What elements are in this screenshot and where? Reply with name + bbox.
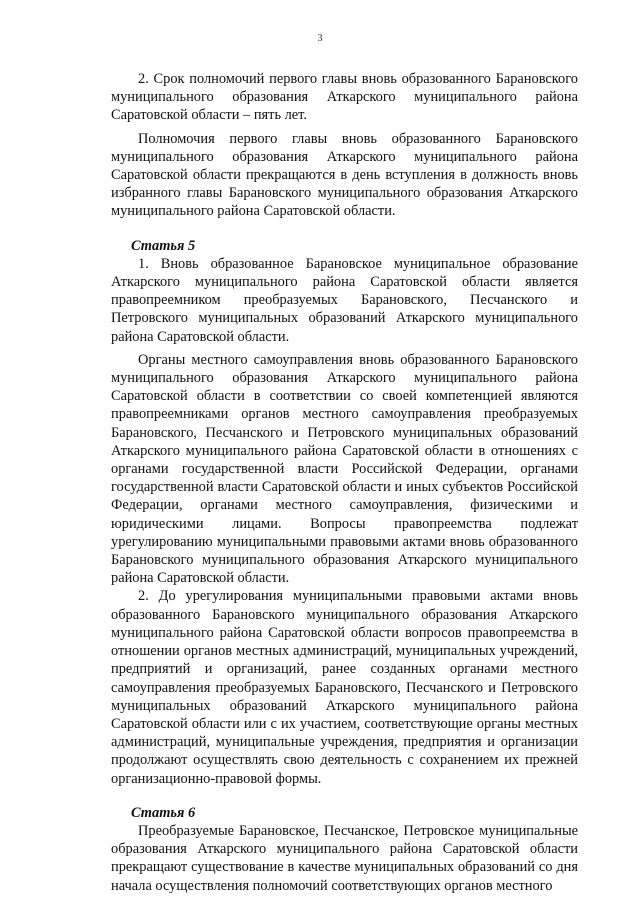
paragraph-term-of-office: 2. Срок полномочий первого главы вновь образованного Барановского муниципального образования Аткарского муниципального района Саратовской области – пять лет.	[111, 71, 578, 124]
paragraph-cease-existence: Преобразуемые Барановское, Песчанское, Петровское муниципальные образования Аткарского муниципального района Саратовской области прекращают существование в качестве муниципальных образований со дня начала осуществления полномочий соответствующих органов местного	[111, 822, 578, 894]
paragraph-powers-termination: Полномочия первого главы вновь образованного Барановского муниципального образования Аткарского муниципального района Саратовской области прекращаются в день вступления в должность вновь избранного главы Барановского муниципального образования Аткарского муниципального района Саратовской области.	[111, 130, 578, 220]
paragraph-legal-successor: 1. Вновь образованное Барановское муниципальное образование Аткарского муниципального района Саратовской области является правопреемником преобразуемых Барановского, Песчанского и Петровского муниципальных образований Аткарского муниципального района Саратовской области.	[111, 255, 578, 345]
heading-article-5: Статья 5	[131, 237, 196, 254]
heading-article-6: Статья 6	[131, 804, 196, 821]
page-number: 3	[317, 33, 323, 44]
paragraph-until-settlement: 2. До урегулирования муниципальными правовыми актами вновь образованного Барановского муниципального образования Аткарского муниципального района Саратовской области вопросов правопреемства в отношении органов местных администраций, муниципальных учреждений, предприятий и организаций, ранее созданных органами местного самоуправления преобразуемых Барановского, Песчанского и Петровского муниципальных образований Аткарского муниципального района Саратовской области или с их участием, соответствующие органы местных администраций, муниципальные учреждения, предприятия и организации продолжают осуществлять свою деятельность с сохранением их прежней организационно-правовой формы.	[111, 588, 578, 787]
paragraph-local-self-government-bodies: Органы местного самоуправления вновь образованного Барановского муниципального образования Аткарского муниципального района Саратовской области в соответствии со своей компетенцией являются правопреемниками органов местного самоуправления преобразуемых Барановского, Песчанского и Петровского муниципальных образований Аткарского муниципального района Саратовской области в отношениях с органами государственной власти Российской Федерации, органами государственной власти Саратовской области и иных субъектов Российской Федерации, органами местного самоуправления, физическими и юридическими лицами. Вопросы правопреемства подлежат урегулированию муниципальными правовыми актами вновь образованного Барановского муниципального образования Аткарского муниципального района Саратовской области.	[111, 351, 578, 587]
document-body	[111, 70, 578, 895]
